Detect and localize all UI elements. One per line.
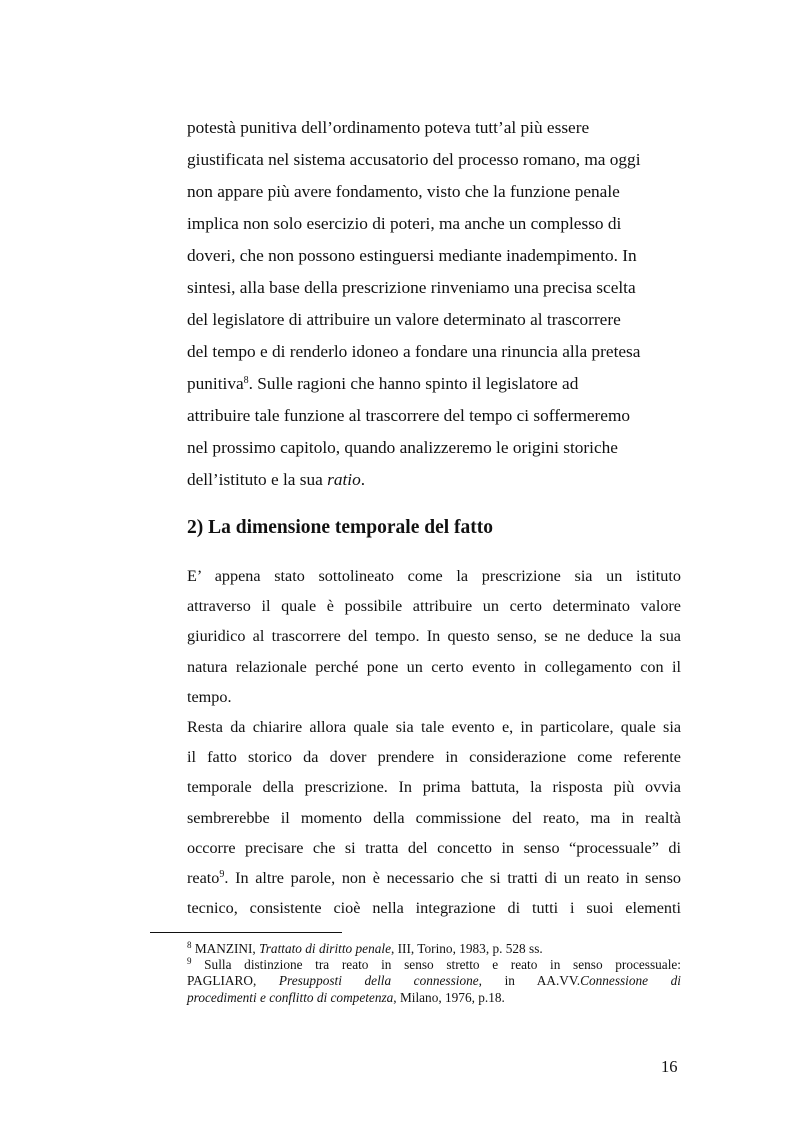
text-line: sintesi, alla base della prescrizione rinveniamo una precisa scelta [187, 278, 636, 297]
text-line [187, 464, 687, 496]
text-line: doveri, che non possono estinguersi mediante inadempimento. In [187, 246, 637, 265]
text-line: attribuire tale funzione al trascorrere del tempo ci soffermeremo [187, 406, 631, 425]
text-fragment: punitiva [187, 374, 244, 393]
footnote-line [187, 973, 681, 989]
text-fragment: reato [187, 868, 220, 887]
footnote-ref-8[interactable]: 8 [243, 375, 249, 386]
text-fragment: . [360, 470, 366, 489]
text-line: natura relazionale perché pone un certo evento in collegamento con il [187, 657, 681, 676]
text-line: attraverso il quale è possibile attribuire un certo determinato valore [187, 597, 681, 616]
text-fragment: dell’istituto e la sua [187, 470, 328, 489]
footnote-9 [187, 957, 681, 1006]
text-line: occorre precisare che si tratta del concetto in senso “processuale” di [187, 838, 681, 857]
footnote-ref-9[interactable]: 9 [219, 868, 225, 880]
footnote-line [187, 957, 681, 973]
footnote-8 [187, 941, 681, 957]
text-line: tecnico, consistente cioè nella integrazione di tutti i suoi elementi [187, 899, 681, 918]
text-line: nel prossimo capitolo, quando analizzeremo le origini storiche [187, 438, 618, 457]
text-line: tempo. [187, 687, 232, 706]
text-fragment: , Milano, 1976, p.18. [393, 989, 505, 1005]
text-line: potestà punitiva dell’ordinamento poteva tutt’al più essere [187, 118, 590, 137]
text-line: temporale della prescrizione. In prima battuta, la risposta più ovvia [187, 778, 681, 797]
text-fragment: . Sulle ragioni che hanno spinto il legislatore ad [248, 374, 579, 393]
text-line: sembrerebbe il momento della commissione del reato, ma in realtà [187, 808, 681, 827]
footnote-line [187, 941, 681, 957]
text-fragment: Sulla distinzione tra reato in senso stretto e reato in senso processuale: [191, 957, 681, 972]
text-fragment: PAGLIARO, [187, 973, 279, 989]
italic-title: Presupposti della connessione [278, 973, 479, 989]
text-line: E’ appena stato sottolineato come la prescrizione sia un istituto [187, 567, 681, 585]
section-heading: 2) La dimensione temporale del fatto [187, 517, 494, 538]
footnote-mark: 8 [187, 940, 192, 950]
paragraph-prescription-intro [187, 112, 687, 496]
footnote-separator [150, 932, 342, 933]
text-line: del legislatore di attribuire un valore determinato al trascorrere [187, 310, 621, 329]
paragraph-temporal-dimension [187, 561, 681, 923]
italic-title: Trattato di diritto penale [259, 941, 391, 956]
footnote-line [187, 990, 681, 1006]
text-line: il fatto storico da dover prendere in considerazione come referente [187, 748, 681, 767]
text-line: del tempo e di renderlo idoneo a fondare una rinuncia alla pretesa [187, 342, 641, 361]
italic-term-ratio: ratio [327, 470, 361, 489]
text-fragment: MANZINI, [191, 941, 260, 956]
text-line: Resta da chiarire allora quale sia tale evento e, in particolare, quale sia [187, 717, 681, 736]
italic-title: procedimenti e conflitto di competenza [187, 989, 394, 1005]
text-fragment: . In altre parole, non è necessario che si tratti di un reato in senso [224, 868, 681, 887]
text-line: giuridico al trascorrere del tempo. In questo senso, se ne deduce la sua [187, 627, 681, 646]
text-line: giustificata nel sistema accusatorio del processo romano, ma oggi [187, 150, 641, 169]
text-fragment: , in AA.VV. [478, 973, 581, 989]
italic-title: Connessione di [580, 973, 681, 989]
text-line [187, 863, 681, 893]
footnote-mark: 9 [187, 956, 192, 966]
text-line [187, 368, 687, 400]
text-line: non appare più avere fondamento, visto che la funzione penale [187, 182, 620, 201]
text-line: implica non solo esercizio di poteri, ma anche un complesso di [187, 214, 622, 233]
page-number: 16 [661, 1057, 678, 1076]
text-fragment: , III, Torino, 1983, p. 528 ss. [390, 941, 543, 956]
